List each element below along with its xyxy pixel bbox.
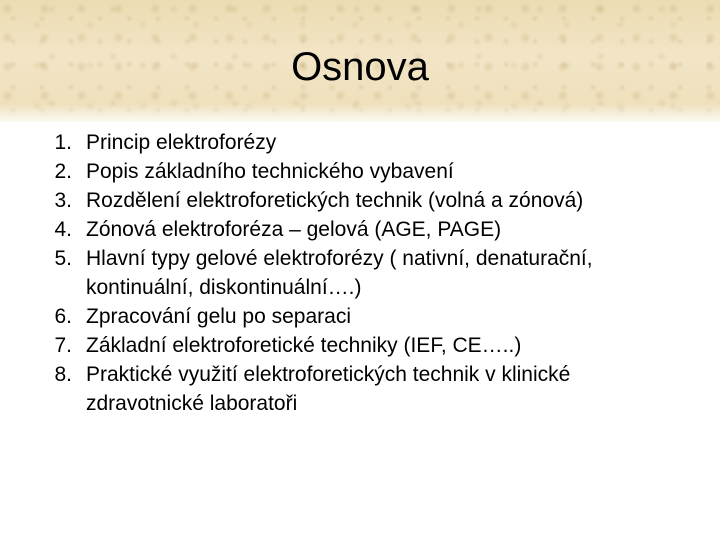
item-text: Praktické využití elektroforetických technik v klinické zdravotnické laboratoři [86, 363, 571, 415]
item-text: Zpracování gelu po separaci [86, 305, 351, 328]
outline-item [40, 186, 680, 215]
item-number: 4. [54, 218, 72, 241]
item-text: Zónová elektroforéza – gelová (AGE, PAGE) [86, 218, 502, 241]
item-number: 1. [54, 131, 72, 154]
item-text: Princip elektroforézy [86, 131, 277, 154]
item-number: 7. [54, 334, 72, 357]
outline-item [40, 157, 680, 186]
item-number: 6. [54, 305, 72, 328]
item-text: Základní elektroforetické techniky (IEF, CE…..) [86, 334, 522, 357]
item-number: 5. [54, 247, 72, 270]
item-text: Popis základního technického vybavení [86, 160, 454, 183]
outline-item [40, 302, 680, 331]
outline-item [40, 244, 680, 302]
item-number: 3. [54, 189, 72, 212]
slide-title: Osnova [291, 45, 429, 89]
item-number: 8. [54, 363, 72, 386]
outline-item [40, 360, 680, 418]
item-text: Rozdělení elektroforetických technik (volná a zónová) [86, 189, 584, 212]
outline-item [40, 331, 680, 360]
outline-list [40, 128, 680, 418]
outline-item [40, 128, 680, 157]
outline-item [40, 215, 680, 244]
item-text: Hlavní typy gelové elektroforézy ( nativní, denaturační, kontinuální, diskontinuální….) [86, 247, 593, 299]
item-number: 2. [54, 160, 72, 183]
